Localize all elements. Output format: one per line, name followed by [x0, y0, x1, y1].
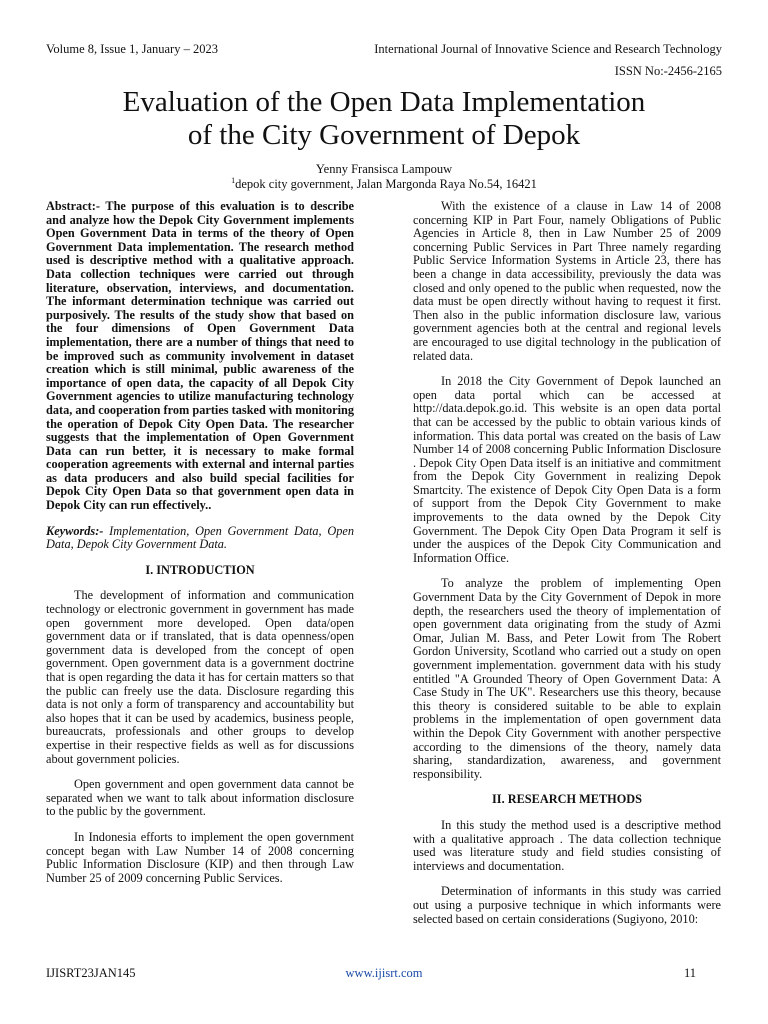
introduction-heading: I. INTRODUCTION [145, 562, 255, 577]
left-column [46, 200, 354, 897]
paper-title [60, 86, 708, 152]
intro-paragraph-2: Open government and open government data cannot be separated when we want to talk about information disclosure to the public by the government. [46, 777, 354, 819]
intro-paragraph-1: The development of information and communication technology or electronic government in government has made open government more developed. Open data/open government data or if translated, that is data openness/open government data is developed from the concept of open government. Open government data is a government doctrine that is open regarding the data it has for certain matters so that the public can freely use the data. Disclosure regarding this data is not only a form of transparency and accountability but also hopes that it can be used by academics, business people, bureaucrats, professionals and other groups to develop expertise in their respective fields as well as for discussions about government policies. [46, 588, 354, 766]
journal-volume: Volume 8, Issue 1, January – 2023 [46, 42, 218, 56]
paper-id: IJISRT23JAN145 [46, 966, 136, 980]
intro-paragraph-6: To analyze the problem of implementing Open Government Data by the City Government of Depok in more depth, the researchers used the theory of implementation of open government data originating from the study of Azmi Omar, Julian M. Bass, and Peter Lowit from The Robert Gordon University, Scotland who carried out a study on open government implementation. government data with his study entitled "A Grounded Theory of Open Government Data: A Case Study in The UK". Researchers use this theory, because this theory is considered suitable to be able to explain problems in the implementation of open government data within the Depok City Government with another perspective according to the dimensions of the theory, namely data sharing, standardization, awareness, and government responsibility. [413, 576, 721, 781]
methods-paragraph-1: In this study the method used is a descriptive method with a qualitative approach . The data collection technique used was literature study and field studies consisting of interviews and documentation. [413, 817, 721, 873]
affiliation-text: depok city government, Jalan Margonda Raya No.54, 16421 [235, 177, 537, 192]
page-number: 11 [683, 966, 696, 980]
journal-website-link[interactable]: www.ijisrt.com [345, 966, 423, 980]
intro-paragraph-4: With the existence of a clause in Law 14 of 2008 concerning KIP in Part Four, namely Obligations of Public Agencies in Article 8, then in Law Number 25 of 2009 concerning Public Services in Part Three namely regarding Public Service Information Systems in Article 23, there has been a change in data accessibility, previously the data was closed and only opened to the public when requested, now the data must be open directly without having to request it first. Then also in the public information disclosure law, various government agencies both at the central and regional levels are encouraged to use digital technology in the publication of related data. [413, 199, 721, 363]
journal-issn: ISSN No:-2456-2165 [614, 64, 722, 78]
author-name: Yenny Fransisca Lampouw [315, 162, 453, 176]
abstract: Abstract:- The purpose of this evaluation is to describe and analyze how the Depok City Government implements Open Government Data in terms of the theory of Open Government Data implementation. The research method used is descriptive method with a qualitative approach. Data collection techniques were carried out through literature, observation, interviews, and documentation. The informant determination technique was carried out purposively. The results of the study show that based on the four dimensions of Open Government Data implementation, there are a number of things that need to be improved such as community involvement in dataset creation which is still minimal, public awareness of the importance of open data, the capacity of all Depok City Government agencies to utilize manufacturing technology data, and cooperation from parties tasked with monitoring the operation of Depok City Open Data. The researcher suggests that the implementation of Open Government Data can run better, it is necessary to make formal cooperation agreements with external and internal parties as data producers and also build special facilities for Depok City Open Data so that government open data in Depok City can run effectively.. [46, 199, 354, 513]
research-methods-heading: II. RESEARCH METHODS [492, 792, 642, 807]
keywords-text: Implementation, Open Government Data, Open Data, Depok City Government Data. [46, 523, 354, 552]
title-line-1: Evaluation of the Open Data Implementation [122, 86, 646, 118]
right-column [413, 200, 721, 938]
author-affiliation [0, 176, 768, 192]
journal-name: International Journal of Innovative Science and Research Technology [374, 42, 722, 56]
keywords [46, 525, 354, 552]
intro-paragraph-3: In Indonesia efforts to implement the open government concept began with Law Number 14 of 2008 concerning Public Information Disclosure (KIP) and then through Law Number 25 of 2009 concerning Public Services. [46, 829, 354, 885]
title-line-2: of the City Government of Depok [187, 119, 581, 151]
intro-paragraph-5: In 2018 the City Government of Depok launched an open data portal which can be accessed at http://data.depok.go.id. This website is an open data portal that can be accessed by the public to obtain various kinds of information. This data portal was created on the basis of Law Number 14 of 2008 concerning Public Information Disclosure . Depok City Open Data itself is an initiative and commitment from the Depok City Government in realizing Depok Smartcity. The existence of Depok City Open Data is a form of support from the Depok City Government to make improvements to the data owned by the Depok City Government. The Depok City Open Data Program it self is under the auspices of the Depok City Communication and Information Office. [413, 374, 721, 565]
affiliation-marker: 1 [231, 176, 236, 185]
methods-paragraph-2: Determination of informants in this study was carried out using a purposive technique in which informants were selected based on certain considerations (Sugiyono, 2010: [413, 884, 721, 926]
keywords-label: Keywords:- [46, 523, 104, 538]
